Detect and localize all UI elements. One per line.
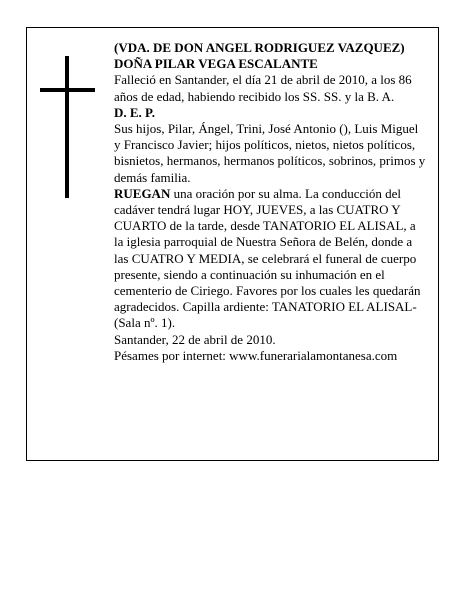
cross-horizontal-bar [40,88,95,92]
rest-in-peace: D. E. P. [114,104,156,120]
funeral-request [114,186,426,332]
notice-text [114,40,426,364]
widow-of-line: (VDA. DE DON ANGEL RODRIGUEZ VAZQUEZ) [114,40,405,55]
place-date: Santander, 22 de abril de 2010. [114,331,276,347]
cross-vertical-bar [65,56,69,198]
deceased-name: DOÑA PILAR VEGA ESCALANTE [114,56,318,72]
death-statement: Falleció en Santander, el día 21 de abril de 2010, a los 86 años de edad, habiendo recibido los SS. SS. y la B. A. [114,72,412,104]
condolences-line: Pésames por internet: www.funerarialamontanesa.com [114,347,398,363]
family-list: Sus hijos, Pilar, Ángel, Trini, José Antonio (), Luis Miguel y Francisco Javier; hijos políticos, nietos, nietos políticos, bisnietos, hermanos, hermanos políticos, sobrinos, primos y demás familia. [114,121,426,185]
request-keyword: RUEGAN [114,185,171,201]
request-text: una oración por su alma. La conducción del cadáver tendrá lugar HOY, JUEVES, a las CUATRO Y CUARTO de la tarde, desde TANATORIO EL ALISAL, a la iglesia parroquial de Nuestra Señora de Belén, donde a las CUATRO Y MEDIA, se celebrará el funeral de cuerpo presente, siendo a continuación su inhumación en el cementerio de Ciriego. Favores por los cuales les quedarán agradecidos. Capilla ardiente: TANATORIO EL ALISAL-(Sala nº. 1). [114,185,421,331]
obituary-notice [26,27,439,461]
